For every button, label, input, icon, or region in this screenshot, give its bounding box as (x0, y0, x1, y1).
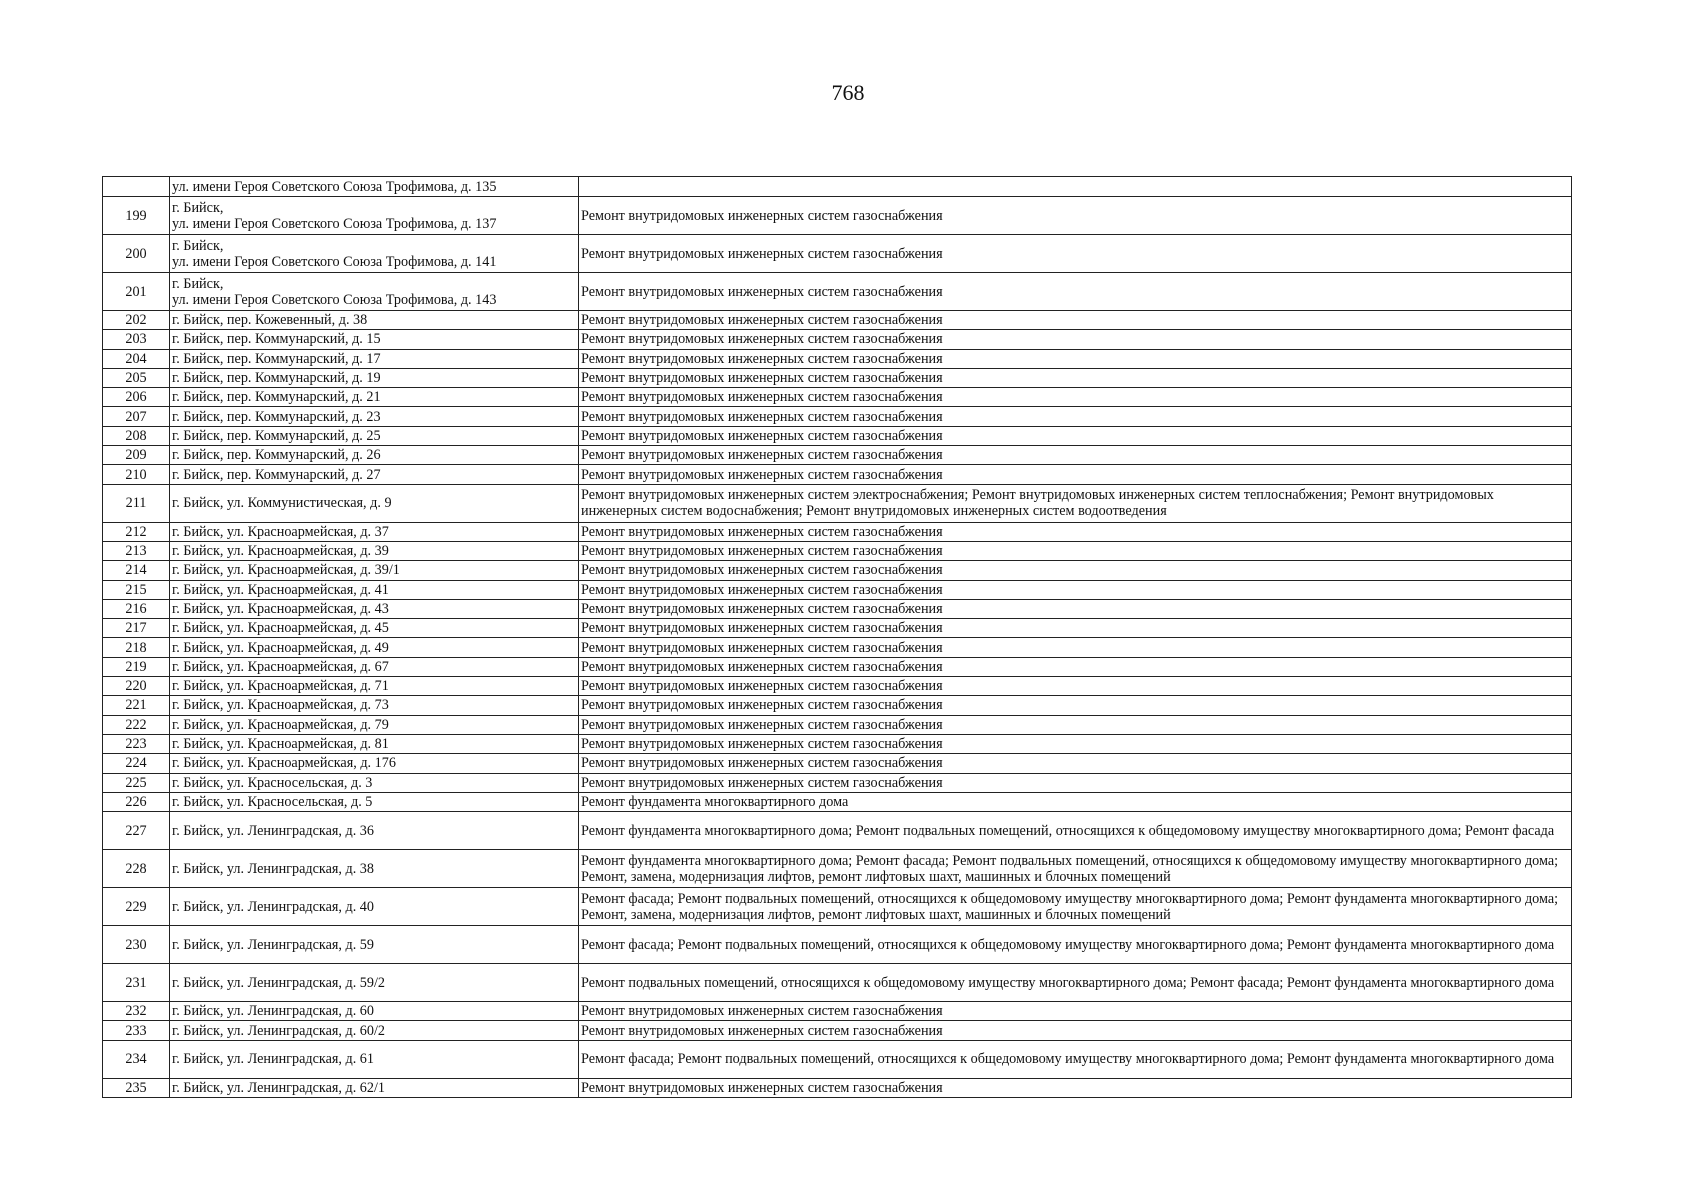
address-line: г. Бийск, ул. Красноармейская, д. 71 (172, 678, 389, 695)
work-text: Ремонт внутридомовых инженерных систем газоснабжения (581, 447, 943, 464)
address-cell (170, 330, 579, 349)
table-row (103, 484, 1572, 522)
work-text: Ремонт внутридомовых инженерных систем газоснабжения (581, 678, 943, 695)
work-text: Ремонт внутридомовых инженерных систем газоснабжения (581, 466, 943, 483)
table-row (103, 715, 1572, 734)
table-row (103, 235, 1572, 273)
work-text: Ремонт внутридомовых инженерных систем газоснабжения (581, 245, 943, 262)
work-text: Ремонт внутридомовых инженерных систем газоснабжения (581, 427, 943, 444)
work-text: Ремонт внутридомовых инженерных систем газоснабжения (581, 1079, 943, 1096)
work-text: Ремонт внутридомовых инженерных систем газоснабжения (581, 716, 943, 733)
table-row (103, 522, 1572, 541)
address-cell (170, 1002, 579, 1021)
work-text: Ремонт внутридомовых инженерных систем газоснабжения (581, 1022, 943, 1039)
work-description (579, 235, 1572, 273)
address-line: г. Бийск, ул. Ленинградская, д. 38 (172, 860, 374, 877)
work-description (579, 1002, 1572, 1021)
row-number: 221 (103, 696, 170, 715)
table-row (103, 273, 1572, 311)
row-number: 230 (103, 926, 170, 964)
address-line: г. Бийск, ул. Ленинградская, д. 59/2 (172, 974, 386, 991)
row-number: 200 (103, 235, 170, 273)
row-number: 214 (103, 561, 170, 580)
address-cell (170, 792, 579, 811)
table-row (103, 368, 1572, 387)
work-description (579, 754, 1572, 773)
address-cell (170, 734, 579, 753)
work-text: Ремонт фундамента многоквартирного дома; Ремонт фасада; Ремонт подвальных помещений, относящихся к общедомовому имуществу многоквартирного дома; Ремонт, замена, модернизация лифтов, ремонт лифтовых шахт, машинных и блочных помещений (581, 852, 1559, 885)
address-line: г. Бийск, пер. Кожевенный, д. 38 (172, 312, 368, 329)
work-text: Ремонт внутридомовых инженерных систем газоснабжения (581, 601, 943, 617)
address-cell (170, 368, 579, 387)
row-number: 212 (103, 522, 170, 541)
address-cell (170, 677, 579, 696)
work-description (579, 715, 1572, 734)
address-line: г. Бийск, ул. Красноармейская, д. 41 (172, 581, 389, 598)
address-line: г. Бийск, ул. Красноармейская, д. 49 (172, 639, 389, 656)
work-text: Ремонт внутридомовых инженерных систем газоснабжения (581, 523, 943, 540)
work-description (579, 638, 1572, 657)
table-row (103, 465, 1572, 484)
work-text: Ремонт внутридомовых инженерных систем электроснабжения; Ремонт внутридомовых инженерных систем теплоснабжения; Ремонт внутридомовых инженерных систем водоснабжения; Ремонт внутридомовых инженерных систем водоотведения (581, 487, 1494, 520)
table-row (103, 792, 1572, 811)
table-row (103, 349, 1572, 368)
row-number: 211 (103, 484, 170, 522)
work-text: Ремонт внутридомовых инженерных систем газоснабжения (581, 697, 943, 714)
table-row (103, 599, 1572, 618)
address-cell (170, 273, 579, 311)
work-description (579, 964, 1572, 1002)
work-text: Ремонт внутридомовых инженерных систем газоснабжения (581, 370, 943, 387)
table-row (103, 677, 1572, 696)
table-row (103, 1002, 1572, 1021)
address-cell (170, 850, 579, 888)
address-cell (170, 484, 579, 522)
address-line: г. Бийск, ул. Красноармейская, д. 39 (172, 543, 389, 560)
row-number: 210 (103, 465, 170, 484)
row-number: 215 (103, 580, 170, 599)
work-text: Ремонт внутридомовых инженерных систем газоснабжения (581, 283, 943, 300)
row-number: 229 (103, 888, 170, 926)
work-description (579, 773, 1572, 792)
address-cell (170, 446, 579, 465)
row-number: 233 (103, 1021, 170, 1040)
address-line: г. Бийск, ул. Ленинградская, д. 60 (172, 1003, 374, 1020)
work-text: Ремонт подвальных помещений, относящихся к общедомовому имуществу многоквартирного дома; Ремонт фасада; Ремонт фундамента многоквартирного дома (581, 974, 1555, 991)
work-description (579, 273, 1572, 311)
work-description (579, 522, 1572, 541)
address-line: г. Бийск, ул. Красноармейская, д. 39/1 (172, 562, 400, 579)
table-row (103, 696, 1572, 715)
address-line: г. Бийск, ул. Красноармейская, д. 79 (172, 716, 389, 733)
work-description (579, 368, 1572, 387)
work-description (579, 330, 1572, 349)
repair-table (102, 176, 1572, 1098)
address-line: г. Бийск, (172, 199, 224, 216)
work-description (579, 407, 1572, 426)
work-description (579, 619, 1572, 638)
address-line: г. Бийск, ул. Ленинградская, д. 60/2 (172, 1022, 386, 1039)
work-text: Ремонт внутридомовых инженерных систем газоснабжения (581, 331, 943, 348)
work-text: Ремонт внутридомовых инженерных систем газоснабжения (581, 620, 943, 637)
table-row (103, 619, 1572, 638)
work-text: Ремонт внутридомовых инженерных систем газоснабжения (581, 658, 943, 675)
table-row (103, 888, 1572, 926)
address-line: г. Бийск, ул. Красноармейская, д. 43 (172, 601, 389, 617)
row-number: 208 (103, 426, 170, 445)
work-description (579, 197, 1572, 235)
address-cell (170, 407, 579, 426)
work-description (579, 734, 1572, 753)
address-line: г. Бийск, ул. Ленинградская, д. 61 (172, 1051, 374, 1068)
address-line: г. Бийск, пер. Коммунарский, д. 27 (172, 466, 381, 483)
table-row (103, 311, 1572, 330)
row-number: 222 (103, 715, 170, 734)
work-text: Ремонт фундамента многоквартирного дома (581, 793, 849, 810)
address-line: г. Бийск, (172, 237, 224, 254)
row-number: 217 (103, 619, 170, 638)
address-cell (170, 388, 579, 407)
work-description (579, 484, 1572, 522)
address-line: г. Бийск, ул. Красноармейская, д. 73 (172, 697, 389, 714)
row-number: 216 (103, 599, 170, 618)
table-row (103, 330, 1572, 349)
address-cell (170, 1078, 579, 1097)
work-description (579, 888, 1572, 926)
table-row (103, 926, 1572, 964)
row-number: 224 (103, 754, 170, 773)
address-line: г. Бийск, пер. Коммунарский, д. 21 (172, 389, 381, 406)
work-description (579, 850, 1572, 888)
address-line: ул. имени Героя Советского Союза Трофимова, д. 141 (172, 253, 497, 270)
row-number: 218 (103, 638, 170, 657)
work-description (579, 561, 1572, 580)
work-text: Ремонт внутридомовых инженерных систем газоснабжения (581, 639, 943, 656)
address-line: г. Бийск, ул. Красноармейская, д. 45 (172, 620, 389, 637)
address-cell (170, 426, 579, 445)
address-line: г. Бийск, ул. Красноармейская, д. 37 (172, 523, 389, 540)
work-text: Ремонт внутридомовых инженерных систем газоснабжения (581, 389, 943, 406)
address-cell (170, 197, 579, 235)
work-description (579, 1040, 1572, 1078)
work-description (579, 426, 1572, 445)
address-cell (170, 235, 579, 273)
work-description (579, 696, 1572, 715)
row-number: 205 (103, 368, 170, 387)
table-row (103, 407, 1572, 426)
table-row (103, 1078, 1572, 1097)
work-text: Ремонт внутридомовых инженерных систем газоснабжения (581, 774, 943, 791)
address-cell (170, 465, 579, 484)
work-text: Ремонт внутридомовых инженерных систем газоснабжения (581, 1003, 943, 1020)
table-row (103, 561, 1572, 580)
row-number: 235 (103, 1078, 170, 1097)
table-row (103, 850, 1572, 888)
work-description (579, 311, 1572, 330)
address-line: г. Бийск, пер. Коммунарский, д. 17 (172, 350, 381, 367)
table-row (103, 754, 1572, 773)
row-number: 199 (103, 197, 170, 235)
address-cell (170, 657, 579, 676)
address-cell (170, 619, 579, 638)
page-number: 768 (831, 80, 865, 105)
work-description (579, 388, 1572, 407)
table-body (103, 177, 1572, 1098)
address-line: ул. имени Героя Советского Союза Трофимова, д. 137 (172, 215, 497, 232)
address-cell (170, 599, 579, 618)
address-cell (170, 964, 579, 1002)
row-number: 232 (103, 1002, 170, 1021)
table-row (103, 1021, 1572, 1040)
row-number: 219 (103, 657, 170, 676)
work-description (579, 349, 1572, 368)
address-cell (170, 696, 579, 715)
row-number: 228 (103, 850, 170, 888)
table-row (103, 638, 1572, 657)
work-text: Ремонт внутридомовых инженерных систем газоснабжения (581, 755, 943, 772)
address-cell (170, 638, 579, 657)
address-line: г. Бийск, пер. Коммунарский, д. 26 (172, 447, 381, 464)
row-number: 206 (103, 388, 170, 407)
work-description (579, 1021, 1572, 1040)
work-description (579, 792, 1572, 811)
row-number: 226 (103, 792, 170, 811)
table-row (103, 426, 1572, 445)
work-text: Ремонт внутридомовых инженерных систем газоснабжения (581, 207, 943, 224)
row-number: 207 (103, 407, 170, 426)
address-line: г. Бийск, (172, 275, 224, 292)
address-line: г. Бийск, ул. Красносельская, д. 5 (172, 793, 373, 810)
row-number: 231 (103, 964, 170, 1002)
address-line: г. Бийск, пер. Коммунарский, д. 25 (172, 427, 381, 444)
address-cell (170, 888, 579, 926)
address-cell (170, 773, 579, 792)
table-row (103, 541, 1572, 560)
address-cell (170, 1040, 579, 1078)
table-row (103, 177, 1572, 197)
row-number: 227 (103, 812, 170, 850)
work-text: Ремонт фундамента многоквартирного дома; Ремонт подвальных помещений, относящихся к общедомовому имуществу многоквартирного дома; Ремонт фасада (581, 822, 1555, 839)
table-row (103, 734, 1572, 753)
table-row (103, 657, 1572, 676)
row-number: 213 (103, 541, 170, 560)
address-cell (170, 754, 579, 773)
work-text: Ремонт фасада; Ремонт подвальных помещений, относящихся к общедомовому имуществу многоквартирного дома; Ремонт фундамента многоквартирного дома; Ремонт, замена, модернизация лифтов, ремонт лифтовых шахт, машинных и блочных помещений (581, 890, 1559, 923)
row-number (103, 177, 170, 197)
address-line: г. Бийск, пер. Коммунарский, д. 19 (172, 370, 381, 387)
table-row (103, 388, 1572, 407)
work-description (579, 465, 1572, 484)
work-description (579, 1078, 1572, 1097)
table-row (103, 1040, 1572, 1078)
work-description (579, 177, 1572, 197)
address-line: г. Бийск, ул. Красносельская, д. 3 (172, 774, 373, 791)
row-number: 204 (103, 349, 170, 368)
work-description (579, 926, 1572, 964)
address-cell (170, 541, 579, 560)
address-cell (170, 349, 579, 368)
table-row (103, 812, 1572, 850)
work-description (579, 677, 1572, 696)
address-cell (170, 522, 579, 541)
work-description (579, 541, 1572, 560)
work-text: Ремонт внутридомовых инженерных систем газоснабжения (581, 562, 943, 579)
table-row (103, 446, 1572, 465)
address-cell (170, 177, 579, 197)
address-cell (170, 580, 579, 599)
address-cell (170, 715, 579, 734)
address-line: ул. имени Героя Советского Союза Трофимова, д. 135 (172, 178, 497, 195)
address-line: г. Бийск, ул. Коммунистическая, д. 9 (172, 495, 392, 512)
address-cell (170, 561, 579, 580)
work-text: Ремонт внутридомовых инженерных систем газоснабжения (581, 543, 943, 560)
address-cell (170, 1021, 579, 1040)
address-line: г. Бийск, ул. Красноармейская, д. 176 (172, 755, 396, 772)
address-cell (170, 812, 579, 850)
row-number: 234 (103, 1040, 170, 1078)
table-row (103, 964, 1572, 1002)
address-line: г. Бийск, ул. Ленинградская, д. 59 (172, 936, 374, 953)
row-number: 203 (103, 330, 170, 349)
work-description (579, 580, 1572, 599)
row-number: 225 (103, 773, 170, 792)
work-text: Ремонт внутридомовых инженерных систем газоснабжения (581, 736, 943, 753)
table-row (103, 773, 1572, 792)
work-description (579, 657, 1572, 676)
row-number: 220 (103, 677, 170, 696)
work-text: Ремонт фасада; Ремонт подвальных помещений, относящихся к общедомовому имуществу многоквартирного дома; Ремонт фундамента многоквартирного дома (581, 936, 1555, 953)
work-text: Ремонт внутридомовых инженерных систем газоснабжения (581, 350, 943, 367)
address-line: г. Бийск, ул. Красноармейская, д. 67 (172, 658, 389, 675)
address-line: г. Бийск, ул. Ленинградская, д. 62/1 (172, 1079, 386, 1096)
row-number: 201 (103, 273, 170, 311)
address-line: г. Бийск, пер. Коммунарский, д. 23 (172, 408, 381, 425)
address-cell (170, 311, 579, 330)
address-line: г. Бийск, пер. Коммунарский, д. 15 (172, 331, 381, 348)
table-row (103, 580, 1572, 599)
row-number: 202 (103, 311, 170, 330)
work-text: Ремонт внутридомовых инженерных систем газоснабжения (581, 312, 943, 329)
table-row (103, 197, 1572, 235)
row-number: 223 (103, 734, 170, 753)
address-cell (170, 926, 579, 964)
work-text: Ремонт фасада; Ремонт подвальных помещений, относящихся к общедомовому имуществу многоквартирного дома; Ремонт фундамента многоквартирного дома (581, 1051, 1555, 1068)
work-description (579, 599, 1572, 618)
address-line: г. Бийск, ул. Ленинградская, д. 36 (172, 822, 374, 839)
address-line: ул. имени Героя Советского Союза Трофимова, д. 143 (172, 291, 497, 308)
work-text: Ремонт внутридомовых инженерных систем газоснабжения (581, 408, 943, 425)
row-number: 209 (103, 446, 170, 465)
address-line: г. Бийск, ул. Красноармейская, д. 81 (172, 736, 389, 753)
address-line: г. Бийск, ул. Ленинградская, д. 40 (172, 898, 374, 915)
work-description (579, 446, 1572, 465)
work-description (579, 812, 1572, 850)
work-text: Ремонт внутридомовых инженерных систем газоснабжения (581, 581, 943, 598)
